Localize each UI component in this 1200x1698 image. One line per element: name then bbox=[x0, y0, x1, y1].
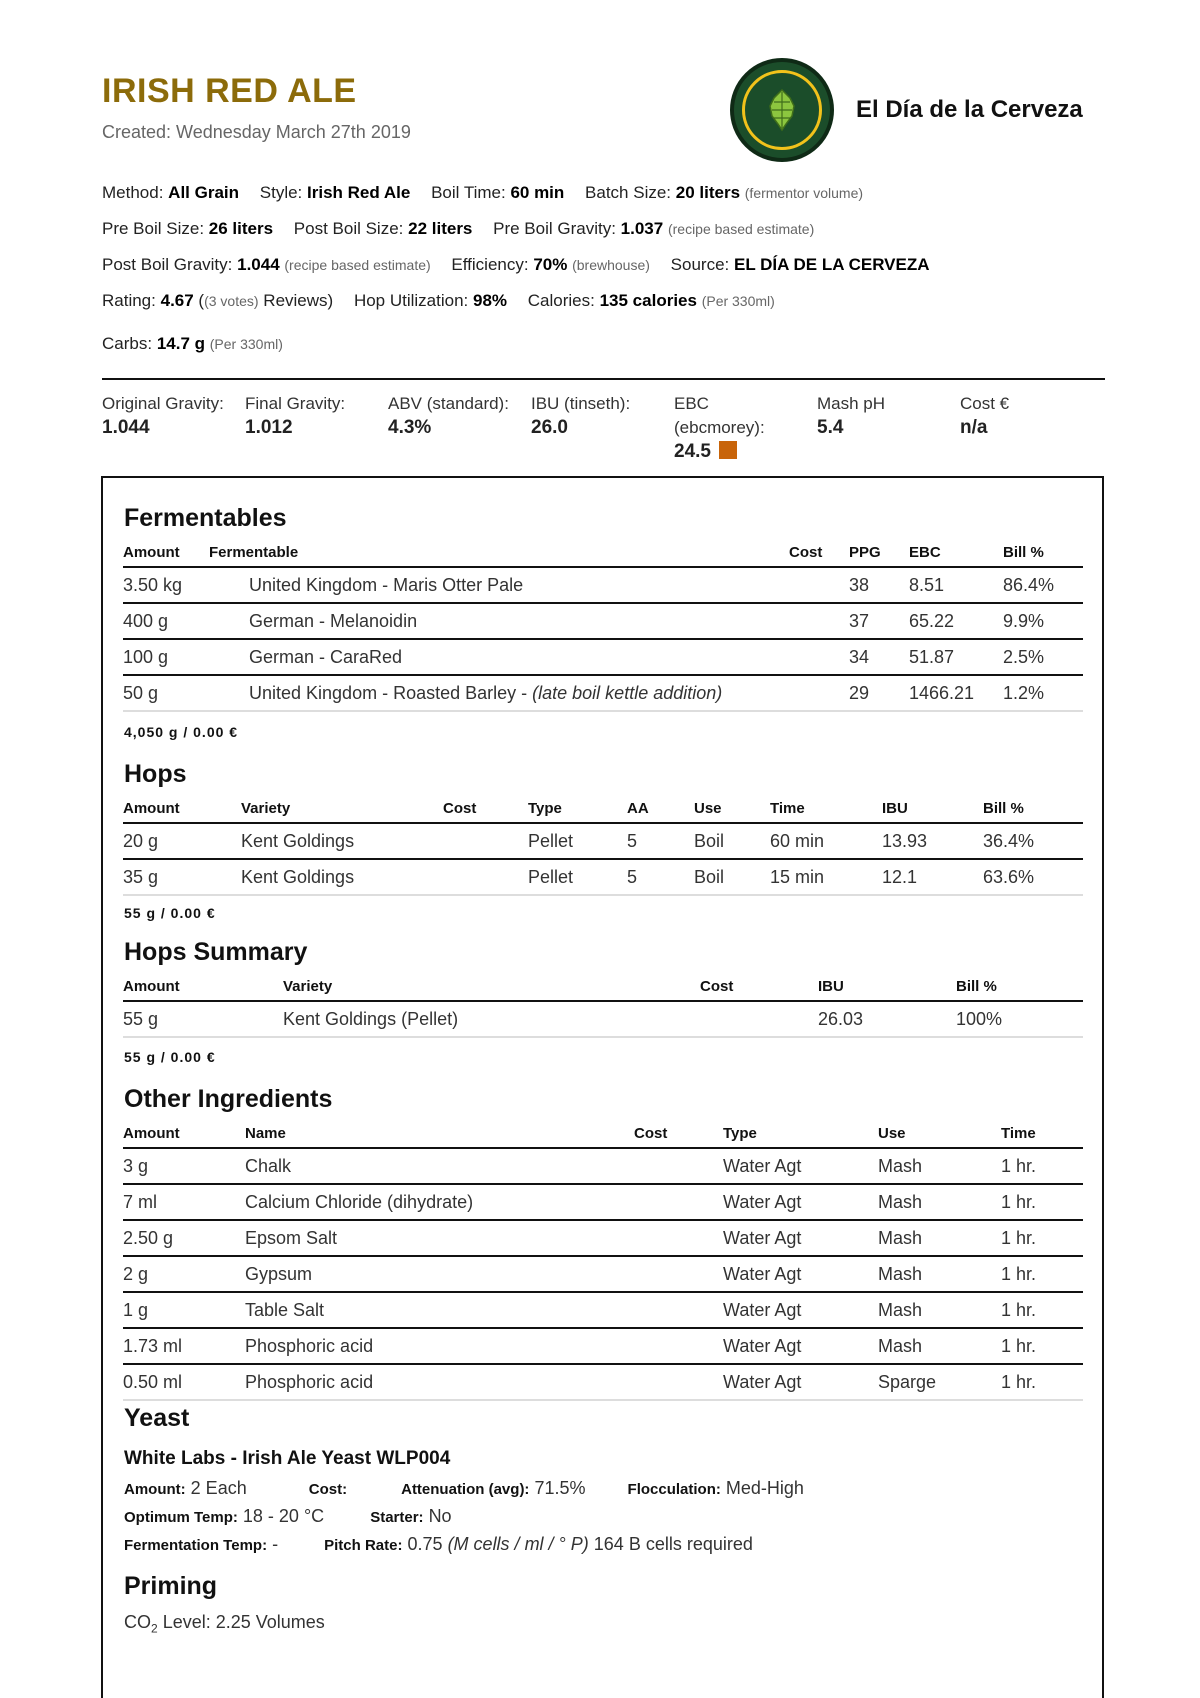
recipe-title: IRISH RED ALE bbox=[102, 72, 357, 110]
co2-level bbox=[124, 1612, 325, 1636]
fermentables-title: Fermentables bbox=[124, 504, 287, 532]
cell-amount: 1.73 ml bbox=[123, 1328, 245, 1364]
cell-type: Water Agt bbox=[723, 1292, 878, 1328]
hop-util-value: 98% bbox=[473, 291, 508, 310]
ibu-label: IBU (tinseth): bbox=[531, 394, 631, 413]
style-label: Style: bbox=[259, 183, 303, 202]
cell-type: Water Agt bbox=[723, 1364, 878, 1400]
post-boil-gravity-note: (recipe based estimate) bbox=[284, 257, 431, 273]
cell-use: Boil bbox=[694, 859, 770, 895]
pitch-rate-value: 0.75 bbox=[407, 1534, 443, 1554]
table-row bbox=[123, 603, 1083, 639]
stat-cost bbox=[960, 392, 1009, 440]
cell-amount: 1 g bbox=[123, 1292, 245, 1328]
col-cost: Cost bbox=[634, 1121, 723, 1148]
meta-line-2 bbox=[102, 219, 814, 239]
cell-ibu: 26.03 bbox=[818, 1001, 956, 1037]
source-label: Source: bbox=[670, 255, 730, 274]
stat-abv bbox=[388, 392, 509, 440]
style-value: Irish Red Ale bbox=[307, 183, 411, 202]
flocculation-label: Flocculation: bbox=[627, 1481, 721, 1498]
cell-time: 1 hr. bbox=[1001, 1364, 1083, 1400]
col-ppg: PPG bbox=[849, 540, 909, 567]
fg-value: 1.012 bbox=[245, 417, 293, 438]
col-amount: Amount bbox=[123, 540, 209, 567]
cell-aa: 5 bbox=[627, 859, 694, 895]
col-amount: Amount bbox=[123, 974, 283, 1001]
cell-variety: Kent Goldings bbox=[241, 823, 443, 859]
ebc-label-method: (ebcmorey): bbox=[674, 418, 765, 437]
cell-use: Mash bbox=[878, 1292, 1001, 1328]
source-value: EL DÍA DE LA CERVEZA bbox=[733, 255, 930, 274]
optimum-temp-label: Optimum Temp: bbox=[124, 1509, 238, 1526]
table-row bbox=[123, 567, 1083, 603]
cell-ibu: 13.93 bbox=[882, 823, 983, 859]
col-variety: Variety bbox=[283, 974, 700, 1001]
col-bill: Bill % bbox=[1003, 540, 1083, 567]
rating-label: Rating: bbox=[102, 291, 156, 310]
fermentable-note: (late boil kettle addition) bbox=[532, 683, 723, 703]
cell-ppg: 38 bbox=[849, 567, 909, 603]
cost-value: n/a bbox=[960, 417, 988, 438]
cell-time: 1 hr. bbox=[1001, 1256, 1083, 1292]
cell-ebc: 65.22 bbox=[909, 603, 1003, 639]
cell-type: Water Agt bbox=[723, 1184, 878, 1220]
cell-use: Mash bbox=[878, 1184, 1001, 1220]
hops-summary-title: Hops Summary bbox=[124, 938, 308, 966]
fermentation-temp-value: - bbox=[272, 1534, 279, 1554]
ebc-label: EBC bbox=[674, 394, 709, 413]
cell-cost bbox=[634, 1256, 723, 1292]
cell-name: Epsom Salt bbox=[245, 1220, 634, 1256]
stats-row bbox=[102, 392, 1105, 464]
cell-ppg: 37 bbox=[849, 603, 909, 639]
yeast-amount-value: 2 Each bbox=[190, 1478, 247, 1498]
cell-bill: 9.9% bbox=[1003, 603, 1083, 639]
col-ibu: IBU bbox=[818, 974, 956, 1001]
attenuation-label: Attenuation (avg): bbox=[401, 1481, 530, 1498]
pre-boil-gravity-note: (recipe based estimate) bbox=[667, 221, 815, 237]
cell-use: Mash bbox=[878, 1256, 1001, 1292]
table-header-row bbox=[123, 974, 1083, 1001]
fermentables-table bbox=[123, 540, 1083, 712]
cell-ppg: 34 bbox=[849, 639, 909, 675]
table-row bbox=[123, 1148, 1083, 1184]
cell-time: 1 hr. bbox=[1001, 1220, 1083, 1256]
abv-value: 4.3% bbox=[388, 417, 432, 438]
col-variety: Variety bbox=[241, 796, 443, 823]
brand-logo bbox=[730, 58, 834, 162]
fermentables-subtotal: 4,050 g / 0.00 € bbox=[124, 724, 239, 740]
cell-time: 15 min bbox=[770, 859, 882, 895]
priming-title: Priming bbox=[124, 1572, 218, 1600]
cell-amount: 7 ml bbox=[123, 1184, 245, 1220]
carbs-label: Carbs: bbox=[102, 334, 153, 353]
method-label: Method: bbox=[102, 183, 164, 202]
cell-use: Mash bbox=[878, 1220, 1001, 1256]
co2-subscript: 2 bbox=[151, 1621, 158, 1636]
hop-util-label: Hop Utilization: bbox=[353, 291, 469, 310]
cell-ebc: 1466.21 bbox=[909, 675, 1003, 711]
pre-boil-size-label: Pre Boil Size: bbox=[102, 219, 205, 238]
cell-fermentable bbox=[209, 603, 789, 639]
cell-time: 1 hr. bbox=[1001, 1148, 1083, 1184]
cell-bill: 2.5% bbox=[1003, 639, 1083, 675]
table-header-row bbox=[123, 796, 1083, 823]
hops-subtotal: 55 g / 0.00 € bbox=[124, 905, 216, 921]
yeast-name: White Labs - Irish Ale Yeast WLP004 bbox=[124, 1448, 451, 1469]
table-row bbox=[123, 1364, 1083, 1400]
optimum-temp-value: 18 - 20 °C bbox=[242, 1506, 325, 1526]
cell-cost bbox=[443, 859, 528, 895]
cell-use: Mash bbox=[878, 1148, 1001, 1184]
cell-bill: 1.2% bbox=[1003, 675, 1083, 711]
cell-type: Water Agt bbox=[723, 1256, 878, 1292]
cell-type: Water Agt bbox=[723, 1220, 878, 1256]
post-boil-gravity-value: 1.044 bbox=[237, 255, 280, 274]
pre-boil-gravity-value: 1.037 bbox=[620, 219, 664, 238]
cell-amount: 400 g bbox=[123, 603, 209, 639]
yeast-title: Yeast bbox=[124, 1404, 190, 1432]
yeast-cost-label: Cost: bbox=[308, 1481, 348, 1498]
batch-size-value: 20 liters bbox=[675, 183, 741, 202]
yeast-line-2 bbox=[124, 1506, 452, 1527]
cell-amount: 0.50 ml bbox=[123, 1364, 245, 1400]
cell-ibu: 12.1 bbox=[882, 859, 983, 895]
cell-fermentable bbox=[209, 675, 789, 711]
batch-note: (fermentor volume) bbox=[744, 185, 864, 201]
hop-icon bbox=[762, 88, 802, 132]
stat-ph bbox=[817, 392, 885, 440]
cell-amount: 3.50 kg bbox=[123, 567, 209, 603]
cell-ebc: 51.87 bbox=[909, 639, 1003, 675]
cell-amount: 55 g bbox=[123, 1001, 283, 1037]
cell-amount: 100 g bbox=[123, 639, 209, 675]
stat-ebc bbox=[674, 392, 765, 464]
cell-name: Calcium Chloride (dihydrate) bbox=[245, 1184, 634, 1220]
cell-variety: Kent Goldings bbox=[241, 859, 443, 895]
table-row bbox=[123, 859, 1083, 895]
meta-line-1 bbox=[102, 183, 863, 203]
other-ingredients-table bbox=[123, 1121, 1083, 1401]
fermentable-name: United Kingdom - Roasted Barley - bbox=[249, 683, 533, 703]
method-value: All Grain bbox=[168, 183, 240, 202]
cell-cost bbox=[634, 1364, 723, 1400]
ebc-color-swatch bbox=[719, 441, 737, 459]
ph-label: Mash pH bbox=[817, 394, 886, 413]
cell-type: Pellet bbox=[528, 859, 627, 895]
pitch-rate-note: 164 B cells required bbox=[593, 1534, 753, 1554]
fermentation-temp-label: Fermentation Temp: bbox=[124, 1537, 268, 1554]
reviews-link[interactable]: Reviews) bbox=[263, 291, 334, 310]
hops-table bbox=[123, 796, 1083, 896]
col-name: Name bbox=[245, 1121, 634, 1148]
ebc-value: 24.5 bbox=[674, 441, 711, 462]
efficiency-note: (brewhouse) bbox=[572, 257, 650, 273]
cell-amount: 20 g bbox=[123, 823, 241, 859]
yeast-line-3 bbox=[124, 1534, 753, 1555]
meta-line-5 bbox=[102, 334, 283, 354]
abv-label: ABV (standard): bbox=[388, 394, 509, 413]
rating-votes[interactable]: (3 votes) bbox=[204, 293, 259, 309]
stats-divider bbox=[102, 378, 1105, 380]
co2-prefix: CO bbox=[124, 1612, 151, 1632]
cost-label: Cost € bbox=[960, 394, 1010, 413]
pitch-rate-label: Pitch Rate: bbox=[324, 1537, 403, 1554]
cell-cost bbox=[700, 1001, 818, 1037]
col-use: Use bbox=[694, 796, 770, 823]
cell-aa: 5 bbox=[627, 823, 694, 859]
stat-ibu bbox=[531, 392, 630, 440]
post-boil-size-value: 22 liters bbox=[408, 219, 473, 238]
cell-cost bbox=[634, 1328, 723, 1364]
hops-summary-table bbox=[123, 974, 1083, 1038]
table-row bbox=[123, 1292, 1083, 1328]
og-label: Original Gravity: bbox=[102, 394, 224, 413]
calories-note: (Per 330ml) bbox=[701, 293, 775, 309]
cell-time: 1 hr. bbox=[1001, 1292, 1083, 1328]
fermentable-name: United Kingdom - Maris Otter Pale bbox=[249, 575, 524, 595]
cell-time: 60 min bbox=[770, 823, 882, 859]
col-fermentable: Fermentable bbox=[209, 540, 789, 567]
col-bill: Bill % bbox=[956, 974, 1083, 1001]
col-ibu: IBU bbox=[882, 796, 983, 823]
brand-name: El Día de la Cerveza bbox=[856, 96, 1083, 123]
cell-ebc: 8.51 bbox=[909, 567, 1003, 603]
ibu-value: 26.0 bbox=[531, 417, 568, 438]
cell-amount: 3 g bbox=[123, 1148, 245, 1184]
post-boil-gravity-label: Post Boil Gravity: bbox=[102, 255, 233, 274]
col-type: Type bbox=[723, 1121, 878, 1148]
meta-line-4: Rating: 4.67 ((3 votes) Reviews) Hop Utilization: 98% Calories: 135 calories (Per 330ml) bbox=[102, 291, 775, 310]
carbs-value: 14.7 g bbox=[156, 334, 206, 353]
stat-fg bbox=[245, 392, 345, 440]
col-time: Time bbox=[1001, 1121, 1083, 1148]
cell-name: Table Salt bbox=[245, 1292, 634, 1328]
table-header-row bbox=[123, 540, 1083, 567]
cell-amount: 2 g bbox=[123, 1256, 245, 1292]
cell-bill: 63.6% bbox=[983, 859, 1083, 895]
calories-value: 135 calories bbox=[599, 291, 697, 310]
cell-time: 1 hr. bbox=[1001, 1184, 1083, 1220]
table-row bbox=[123, 1220, 1083, 1256]
yeast-line-1 bbox=[124, 1478, 804, 1499]
cell-amount: 50 g bbox=[123, 675, 209, 711]
col-cost: Cost bbox=[443, 796, 528, 823]
cell-bill: 86.4% bbox=[1003, 567, 1083, 603]
stat-og bbox=[102, 392, 224, 440]
cell-cost bbox=[789, 567, 849, 603]
pre-boil-size-value: 26 liters bbox=[208, 219, 274, 238]
hops-summary-subtotal: 55 g / 0.00 € bbox=[124, 1049, 216, 1065]
pitch-rate-unit: (M cells / ml / ° P) bbox=[447, 1534, 589, 1554]
cell-time: 1 hr. bbox=[1001, 1328, 1083, 1364]
co2-level-value: Level: 2.25 Volumes bbox=[157, 1612, 325, 1632]
batch-size-label: Batch Size: bbox=[585, 183, 672, 202]
cell-use: Sparge bbox=[878, 1364, 1001, 1400]
table-row bbox=[123, 1328, 1083, 1364]
boil-time-value: 60 min bbox=[510, 183, 565, 202]
cell-amount: 35 g bbox=[123, 859, 241, 895]
col-aa: AA bbox=[627, 796, 694, 823]
table-row bbox=[123, 639, 1083, 675]
pre-boil-gravity-label: Pre Boil Gravity: bbox=[493, 219, 616, 238]
created-date: Created: Wednesday March 27th 2019 bbox=[102, 122, 411, 142]
col-time: Time bbox=[770, 796, 882, 823]
hops-title: Hops bbox=[124, 760, 187, 788]
col-amount: Amount bbox=[123, 796, 241, 823]
cell-ppg: 29 bbox=[849, 675, 909, 711]
attenuation-value: 71.5% bbox=[534, 1478, 586, 1498]
table-row bbox=[123, 1001, 1083, 1037]
col-type: Type bbox=[528, 796, 627, 823]
cell-type: Water Agt bbox=[723, 1148, 878, 1184]
cell-name: Gypsum bbox=[245, 1256, 634, 1292]
cell-cost bbox=[443, 823, 528, 859]
table-row bbox=[123, 823, 1083, 859]
cell-cost bbox=[634, 1148, 723, 1184]
starter-value: No bbox=[428, 1506, 452, 1526]
fermentable-name: German - CaraRed bbox=[249, 647, 403, 667]
cell-cost bbox=[789, 639, 849, 675]
cell-cost bbox=[634, 1292, 723, 1328]
efficiency-value: 70% bbox=[533, 255, 568, 274]
fermentable-name: German - Melanoidin bbox=[249, 611, 418, 631]
fg-label: Final Gravity: bbox=[245, 394, 346, 413]
col-amount: Amount bbox=[123, 1121, 245, 1148]
cell-type: Pellet bbox=[528, 823, 627, 859]
cell-fermentable bbox=[209, 567, 789, 603]
cell-bill: 36.4% bbox=[983, 823, 1083, 859]
cell-cost bbox=[634, 1184, 723, 1220]
col-use: Use bbox=[878, 1121, 1001, 1148]
og-value: 1.044 bbox=[102, 417, 150, 438]
cell-name: Chalk bbox=[245, 1148, 634, 1184]
cell-bill: 100% bbox=[956, 1001, 1083, 1037]
calories-label: Calories: bbox=[527, 291, 595, 310]
table-row bbox=[123, 1184, 1083, 1220]
cell-amount: 2.50 g bbox=[123, 1220, 245, 1256]
post-boil-size-label: Post Boil Size: bbox=[293, 219, 404, 238]
other-ingredients-title: Other Ingredients bbox=[124, 1085, 333, 1113]
cell-name: Phosphoric acid bbox=[245, 1364, 634, 1400]
cell-name: Phosphoric acid bbox=[245, 1328, 634, 1364]
col-bill: Bill % bbox=[983, 796, 1083, 823]
boil-time-label: Boil Time: bbox=[431, 183, 506, 202]
cell-fermentable bbox=[209, 639, 789, 675]
table-row bbox=[123, 675, 1083, 711]
cell-use: Boil bbox=[694, 823, 770, 859]
col-cost: Cost bbox=[789, 540, 849, 567]
table-header-row bbox=[123, 1121, 1083, 1148]
cell-cost bbox=[789, 603, 849, 639]
efficiency-label: Efficiency: bbox=[451, 255, 529, 274]
cell-cost bbox=[634, 1220, 723, 1256]
table-row bbox=[123, 1256, 1083, 1292]
ph-value: 5.4 bbox=[817, 417, 844, 438]
cell-use: Mash bbox=[878, 1328, 1001, 1364]
carbs-note: (Per 330ml) bbox=[209, 336, 283, 352]
col-cost: Cost bbox=[700, 974, 818, 1001]
cell-variety: Kent Goldings (Pellet) bbox=[283, 1001, 700, 1037]
meta-line-3 bbox=[102, 255, 930, 275]
cell-type: Water Agt bbox=[723, 1328, 878, 1364]
cell-cost bbox=[789, 675, 849, 711]
yeast-amount-label: Amount: bbox=[124, 1481, 186, 1498]
col-ebc: EBC bbox=[909, 540, 1003, 567]
flocculation-value: Med-High bbox=[725, 1478, 804, 1498]
starter-label: Starter: bbox=[370, 1509, 424, 1526]
rating-value: 4.67 bbox=[160, 291, 194, 310]
